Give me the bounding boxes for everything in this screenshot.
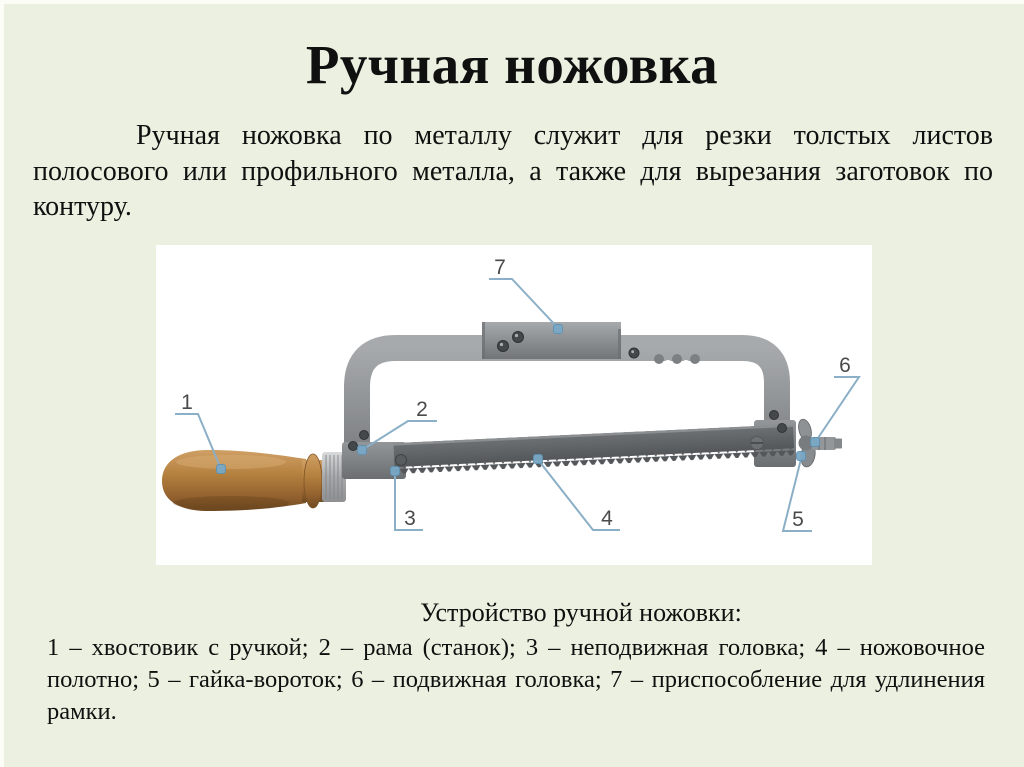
handle-highlight — [176, 455, 286, 469]
extension-bar-right-edge — [618, 329, 621, 359]
intro-paragraph: Ручная ножовка по металлу служит для резки толстых листов полосового или профильного металла, а также для вырезания заготовок по контуру. — [33, 120, 993, 222]
slide-edge-top — [0, 0, 1024, 4]
callout-3-dot — [391, 467, 400, 476]
hacksaw-handle — [162, 450, 346, 511]
callout-6 — [811, 354, 860, 447]
figure-panel — [156, 245, 872, 565]
extension-bar-left-edge — [482, 322, 485, 359]
blade-pin-left — [396, 455, 407, 466]
callout-7 — [489, 256, 563, 334]
callout-7-dot — [554, 325, 563, 334]
callout-1-dot — [217, 465, 226, 474]
callout-5-number: 5 — [792, 508, 804, 531]
callout-6-dot — [811, 438, 820, 447]
handle-shadow — [173, 496, 289, 510]
callout-7-number: 7 — [494, 256, 506, 279]
callout-2-number: 2 — [416, 398, 428, 421]
callout-6-number: 6 — [839, 354, 851, 377]
callout-5-dot — [797, 452, 806, 461]
handle-collar — [304, 454, 322, 508]
frame-grip-nubs — [654, 354, 700, 368]
wing-nut-end-cap — [834, 439, 842, 449]
callout-6-leader-line — [816, 377, 859, 441]
callout-4-dot — [534, 455, 543, 464]
callout-1-number: 1 — [181, 391, 193, 414]
callout-7-leader-line — [489, 279, 558, 328]
slide-edge-left — [0, 0, 4, 767]
callout-4-number: 4 — [601, 507, 613, 530]
figure-caption-list: 1 – хвостовик с ручкой; 2 – рама (станок); 3 – неподвижная головка; 4 – ножовочное полотно; 5 – гайка-вороток; 6 – подвижная головка; 7 – приспособление для удлинения рамки. — [47, 634, 985, 725]
hacksaw-diagram — [156, 245, 872, 565]
blade-screw-right — [751, 437, 764, 450]
callout-2-dot — [358, 446, 367, 455]
figure-caption-title: Устройство ручной ножовки: — [420, 598, 742, 627]
callout-3-number: 3 — [404, 507, 416, 530]
callout-3 — [391, 467, 424, 531]
page-title: Ручная ножовка — [305, 34, 719, 95]
hacksaw-blade — [393, 424, 794, 474]
